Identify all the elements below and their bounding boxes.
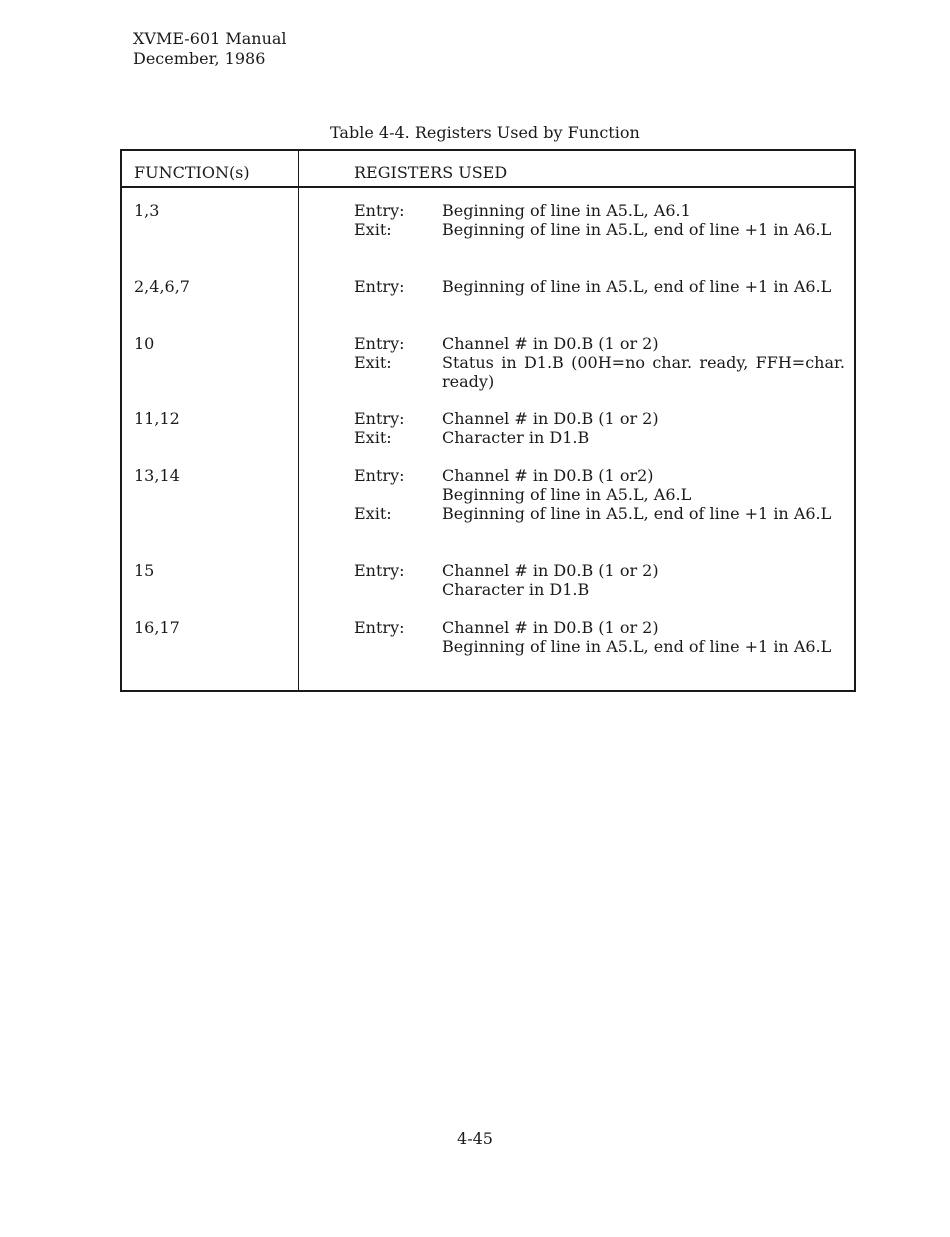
exit-text: Status in D1.B (00H=no char. ready, FFH=char. ready): [442, 353, 845, 391]
function-cell: 13,14: [134, 466, 180, 485]
column-header-function: FUNCTION(s): [134, 163, 250, 182]
function-cell: 2,4,6,7: [134, 277, 190, 296]
function-cell: 1,3: [134, 201, 160, 220]
entry-text: Channel # in D0.B (1 or 2): [442, 334, 659, 353]
exit-text: Beginning of line in A5.L, end of line +1 in A6.L: [442, 220, 832, 239]
entry-text: Beginning of line in A5.L, end of line +1 in A6.L: [442, 277, 832, 296]
entry-text-continued: Beginning of line in A5.L, end of line +1 in A6.L: [442, 637, 832, 656]
function-cell: 10: [134, 334, 155, 353]
manual-title: XVME-601 Manual: [133, 29, 287, 48]
exit-text: Character in D1.B: [442, 428, 590, 447]
column-divider: [298, 151, 299, 690]
entry-text: Channel # in D0.B (1 or 2): [442, 618, 659, 637]
column-header-registers: REGISTERS USED: [354, 163, 508, 182]
table-caption: Table 4-4. Registers Used by Function: [330, 123, 640, 142]
entry-text-continued: Beginning of line in A5.L, A6.L: [442, 485, 692, 504]
function-cell: 16,17: [134, 618, 180, 637]
entry-label: Entry:: [354, 334, 405, 353]
entry-text: Channel # in D0.B (1 or2): [442, 466, 654, 485]
entry-label: Entry:: [354, 618, 405, 637]
exit-label: Exit:: [354, 504, 392, 523]
document-header: [133, 29, 287, 69]
function-cell: 11,12: [134, 409, 180, 428]
exit-label: Exit:: [354, 353, 392, 372]
exit-label: Exit:: [354, 428, 392, 447]
header-divider: [122, 186, 854, 188]
function-cell: 15: [134, 561, 155, 580]
exit-label: Exit:: [354, 220, 392, 239]
entry-text-continued: Character in D1.B: [442, 580, 590, 599]
exit-text: Beginning of line in A5.L, end of line +1 in A6.L: [442, 504, 832, 523]
entry-label: Entry:: [354, 409, 405, 428]
entry-label: Entry:: [354, 561, 405, 580]
entry-text: Channel # in D0.B (1 or 2): [442, 409, 659, 428]
entry-label: Entry:: [354, 466, 405, 485]
page-number: 4-45: [457, 1129, 493, 1148]
registers-table: [120, 149, 856, 692]
manual-date: December, 1986: [133, 49, 266, 68]
entry-text: Beginning of line in A5.L, A6.1: [442, 201, 691, 220]
entry-text: Channel # in D0.B (1 or 2): [442, 561, 659, 580]
entry-label: Entry:: [354, 277, 405, 296]
entry-label: Entry:: [354, 201, 405, 220]
